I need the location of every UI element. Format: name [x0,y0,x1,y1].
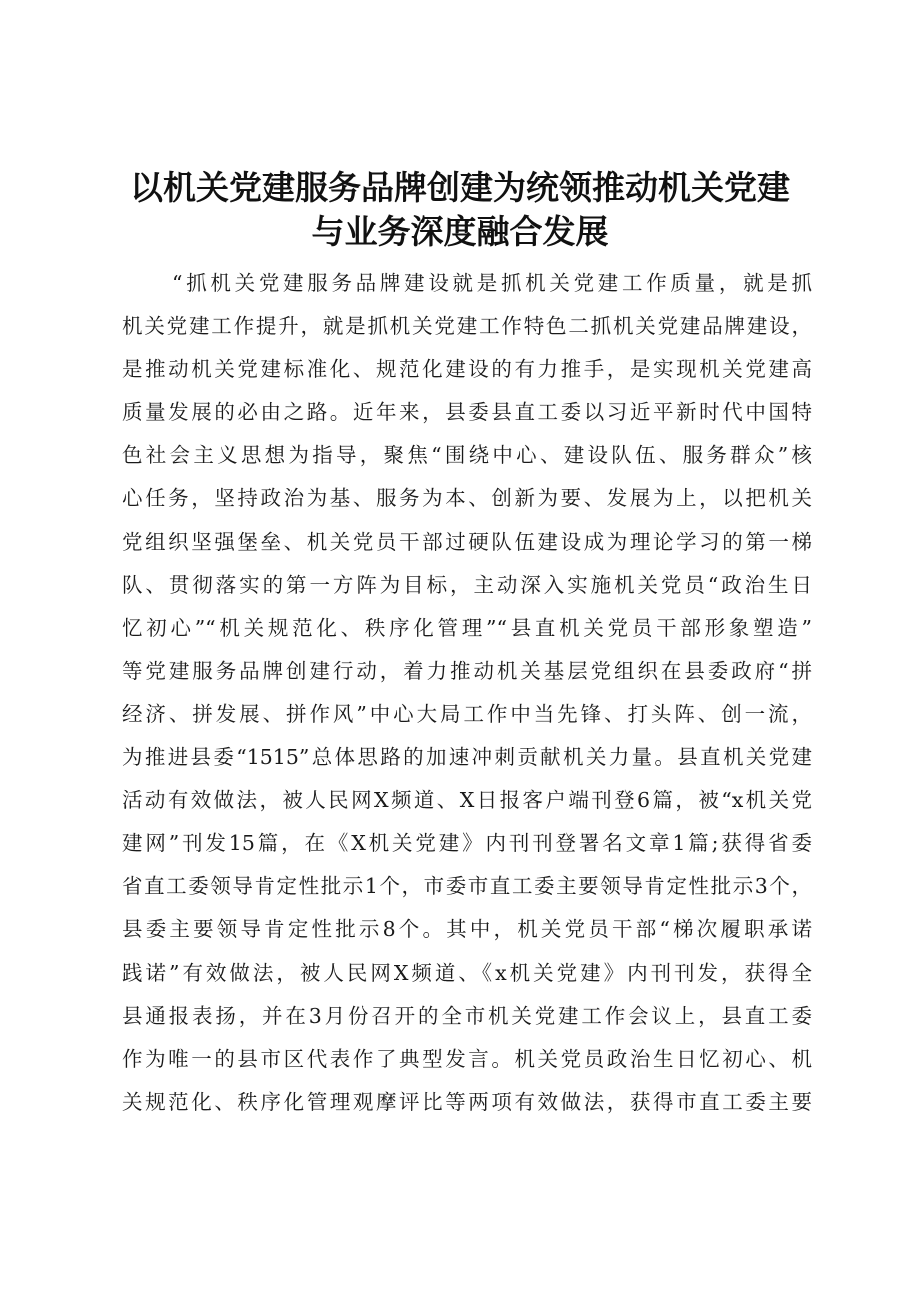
body-line: 县通报表扬，并在3月份召开的全市机关党建工作会议上，县直工委 [122,1003,812,1028]
body-line: 色社会主义思想为指导，聚焦“围绕中心、建设队伍、服务群众”核 [122,443,812,468]
body-line: 为推进县委“1515”总体思路的加速冲刺贡献机关力量。县直机关党建 [122,745,812,770]
body-line: 等党建服务品牌创建行动，着力推动机关基层党组织在县委政府“拼 [122,658,812,683]
body-line: 是推动机关党建标准化、规范化建设的有力推手，是实现机关党建高 [122,357,812,382]
body-line: 关规范化、秩序化管理观摩评比等两项有效做法，获得市直工委主要 [122,1089,812,1114]
body-line: 心任务，坚持政治为基、服务为本、创新为要、发展为上，以把机关 [122,486,812,511]
body-line: 县委主要领导肯定性批示8个。其中，机关党员干部“梯次履职承诺 [122,917,812,942]
body-line: 机关党建工作提升，就是抓机关党建工作特色二抓机关党建品牌建设， [122,314,812,339]
body-line: 建网”刊发15篇，在《X机关党建》内刊刊登署名文章1篇;获得省委 [122,831,812,856]
document-title-line-2: 与业务深度融合发展 [311,212,609,251]
body-line: 队、贯彻落实的第一方阵为目标，主动深入实施机关党员“政治生日 [122,572,812,597]
body-line: “抓机关党建服务品牌建设就是抓机关党建工作质量，就是抓 [172,271,812,295]
body-line: 党组织坚强堡垒、机关党员干部过硬队伍建设成为理论学习的第一梯 [122,529,812,554]
body-line: 忆初心”“机关规范化、秩序化管理”“县直机关党员干部形象塑造” [122,615,812,640]
body-line: 经济、拼发展、拼作风”中心大局工作中当先锋、打头阵、创一流， [122,701,812,726]
body-line: 质量发展的必由之路。近年来，县委县直工委以习近平新时代中国特 [122,400,812,425]
body-line: 省直工委领导肯定性批示1个，市委市直工委主要领导肯定性批示3个， [122,874,812,899]
document-title-line-1: 以机关党建服务品牌创建为统领推动机关党建 [130,168,790,207]
body-line: 作为唯一的县市区代表作了典型发言。机关党员政治生日忆初心、机 [122,1046,812,1071]
document-body [122,262,812,1124]
body-line: 活动有效做法，被人民网X频道、X日报客户端刊登6篇，被“x机关党 [122,788,812,813]
body-line: 践诺”有效做法，被人民网X频道、《x机关党建》内刊刊发，获得全 [122,960,812,985]
